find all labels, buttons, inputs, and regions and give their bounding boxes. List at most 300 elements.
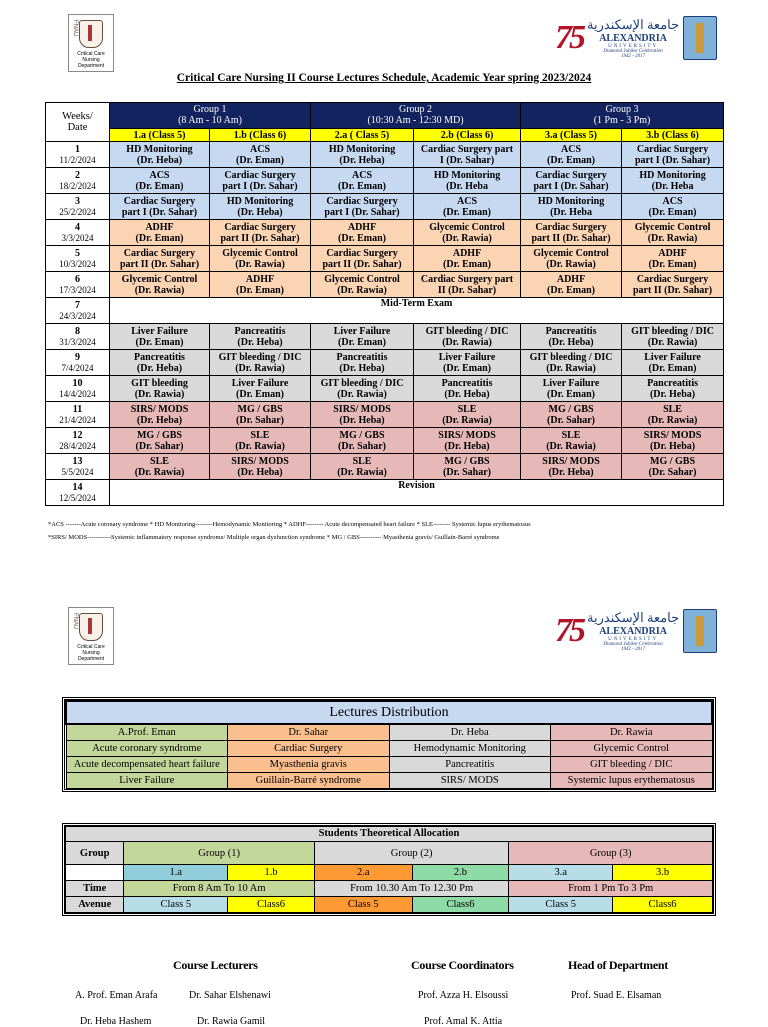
lecture-cell (521, 220, 622, 246)
week-cell (46, 246, 110, 272)
lecture-cell (521, 246, 622, 272)
class-header-2b: 2.b (Class 6) (414, 129, 521, 142)
lecture-lecturer: (Dr. Heba (550, 206, 592, 218)
lecture-lecturer: (Dr. Rawia) (337, 466, 387, 478)
lecture-cell (210, 428, 311, 454)
lecture-cell (521, 324, 622, 350)
lecture-cell (414, 350, 521, 376)
lecture-lecturer: (Dr. Rawia) (442, 232, 492, 244)
lecture-cell (414, 168, 521, 194)
lecture-topic: SIRS/ MODS (438, 429, 496, 441)
class-header-2a: 2.a ( Class 5) (311, 129, 414, 142)
week-cell (46, 350, 110, 376)
department-logo-line2: Nursing Department (77, 57, 105, 69)
lecture-topic: ADHF (658, 247, 687, 259)
lecture-cell (521, 428, 622, 454)
lecture-topic: Liver Failure (438, 351, 496, 363)
lecture-lecturer: (Dr. Rawia) (337, 388, 387, 400)
week-number: 3 (75, 195, 80, 207)
department-logo-mark-2: FNAU (72, 613, 78, 630)
lecture-lecturer: (Dr. Heba) (649, 388, 696, 400)
university-logo-2 (555, 609, 717, 653)
lecture-cell (622, 376, 724, 402)
lecture-topic: SLE (663, 403, 682, 415)
lecture-cell (110, 194, 210, 220)
lecture-lecturer: (Dr. Heba) (136, 362, 183, 374)
week-row (46, 480, 724, 506)
week-date: 25/2/2024 (59, 206, 96, 217)
lecture-cell (414, 142, 521, 168)
lecture-cell (110, 454, 210, 480)
department-emblem-icon (79, 20, 103, 48)
lecture-lecturer: (Dr. Eman) (338, 336, 386, 348)
week-row (46, 428, 724, 454)
lighthouse-seal-icon-2 (683, 609, 717, 653)
lecture-topic: Pancreatitis (336, 351, 388, 363)
lecture-lecturer: I (Dr. Sahar) (439, 154, 495, 166)
week-row (46, 350, 724, 376)
week-number: 13 (72, 455, 83, 467)
lecture-lecturer: (Dr. Heba) (444, 388, 490, 400)
schedule-body (46, 142, 724, 506)
lecture-topic: Liver Failure (542, 377, 600, 389)
lecture-cell (210, 376, 311, 402)
lecture-topic: SLE (250, 429, 270, 441)
week-row (46, 194, 724, 220)
lecture-topic: ADHF (347, 221, 377, 233)
lecture-lecturer: part II (Dr. Sahar) (531, 232, 611, 244)
university-jubilee: Diamond Jubilee Celebration (603, 49, 663, 54)
week-number: 5 (75, 247, 80, 259)
lecture-topic: Cardiac Surgery (224, 221, 296, 233)
week-date: 31/3/2024 (59, 336, 96, 347)
lecture-topic: HD Monitoring (226, 195, 294, 207)
lecture-cell (110, 220, 210, 246)
lecture-topic: Glycemic Control (634, 221, 711, 233)
lecture-cell (521, 194, 622, 220)
class-header-3a: 3.a (Class 5) (521, 129, 622, 142)
lecture-lecturer: (Dr. Heba) (339, 414, 385, 426)
lecture-topic: HD Monitoring (328, 143, 396, 155)
lecture-topic: ACS (457, 195, 478, 207)
lecture-lecturer: (Dr. Eman) (338, 232, 386, 244)
lecture-cell (622, 142, 724, 168)
subgroup-2b: 2.b (412, 865, 509, 881)
lecture-lecturer: (Dr. Eman) (648, 362, 697, 374)
lecture-cell (210, 350, 311, 376)
lecture-lecturer: part II (Dr. Sahar) (119, 258, 200, 270)
schedule-title: Critical Care Nursing II Course Lectures Schedule, Academic Year spring 2023/2024 (176, 72, 592, 84)
lecture-lecturer: part II (Dr. Sahar) (322, 258, 402, 270)
avenue-1b: Class6 (228, 897, 315, 913)
lecture-cell (110, 376, 210, 402)
lecture-cell (414, 194, 521, 220)
university-name: ALEXANDRIA (599, 33, 667, 44)
lecturer-header-rawia: Dr. Rawia (551, 724, 713, 741)
lecture-topic: ADHF (145, 221, 174, 233)
lecture-cell (622, 168, 724, 194)
lecturer-name: Dr. Heba Hashem (80, 1016, 152, 1027)
subgroup-2a: 2.a (314, 865, 412, 881)
time-label: Time (66, 881, 124, 897)
time-group-3: From 1 Pm To 3 Pm (509, 881, 713, 897)
lecture-lecturer: part II (Dr. Sahar) (633, 284, 713, 296)
lecture-cell (311, 142, 414, 168)
lecture-lecturer: (Dr. Heba (651, 180, 694, 192)
students-allocation (62, 823, 716, 916)
lecture-topic: Pancreatitis (134, 351, 185, 363)
allocation-group-3: Group (3) (509, 842, 713, 865)
department-logo-line1-2: Critical Care (77, 644, 105, 650)
lecture-cell (622, 350, 724, 376)
lecture-cell (210, 168, 311, 194)
week-number: 4 (75, 221, 80, 233)
university-years-2: 1942 - 2017 (621, 647, 646, 652)
university-logo-text (587, 17, 679, 59)
lecture-topic: Pancreatitis (234, 325, 286, 337)
lecture-cell (521, 376, 622, 402)
university-years: 1942 - 2017 (621, 54, 646, 59)
lecture-cell (521, 402, 622, 428)
avenue-1a: Class 5 (124, 897, 228, 913)
group-1-time: (8 Am - 10 Am) (178, 114, 242, 126)
lecture-cell (110, 350, 210, 376)
lecture-cell (414, 246, 521, 272)
group-2-header (311, 103, 521, 129)
lecture-topic: Cardiac Surgery (636, 273, 709, 285)
lecture-lecturer: (Dr. Heba) (136, 414, 183, 426)
department-logo-2 (68, 607, 114, 665)
week-date: 3/3/2024 (61, 232, 94, 243)
lecture-cell (414, 220, 521, 246)
department-logo-line1: Critical Care (77, 51, 105, 57)
topic-cell: Myasthenia gravis (228, 757, 390, 773)
lecture-cell (622, 402, 724, 428)
week-cell (46, 194, 110, 220)
lecture-topic: ACS (561, 143, 582, 155)
weeks-header-line2: Date (67, 122, 88, 133)
lecture-cell (414, 376, 521, 402)
department-logo-mark: FNAU (72, 20, 78, 37)
lecture-cell (311, 402, 414, 428)
lecture-cell (521, 350, 622, 376)
week-cell (46, 454, 110, 480)
anniversary-number: 75 (555, 19, 583, 56)
lecture-lecturer: (Dr. Eman) (547, 284, 596, 296)
lecture-cell (210, 194, 311, 220)
week-cell (46, 142, 110, 168)
allocation-title: Students Theoretical Allocation (66, 827, 713, 842)
lecture-topic: HD Monitoring (537, 195, 605, 207)
lecture-topic: Cardiac Surgery (636, 143, 709, 155)
avenue-3a: Class 5 (509, 897, 613, 913)
week-row (46, 454, 724, 480)
week-cell (46, 402, 110, 428)
lecture-cell (521, 168, 622, 194)
avenue-label: Avenue (66, 897, 124, 913)
week-date: 21/4/2024 (59, 414, 96, 425)
lecture-topic: Glycemic Control (121, 273, 198, 285)
university-name-2: ALEXANDRIA (599, 626, 667, 637)
lecture-cell (521, 142, 622, 168)
lecture-lecturer: (Dr. Heba) (548, 466, 594, 478)
week-date: 5/5/2024 (61, 466, 94, 477)
lecture-topic: Glycemic Control (429, 221, 505, 233)
group-2-name: Group 2 (398, 104, 433, 115)
lecture-lecturer: part I (Dr. Sahar) (121, 206, 198, 218)
lecture-lecturer: II (Dr. Sahar) (437, 284, 497, 296)
lecture-lecturer: (Dr. Heba) (339, 154, 385, 166)
topic-cell: Glycemic Control (551, 741, 713, 757)
lectures-distribution (62, 697, 716, 792)
lecturer-header-sahar: Dr. Sahar (228, 724, 390, 741)
lecture-lecturer: (Dr. Rawia) (546, 440, 596, 452)
week-number: 8 (75, 325, 80, 337)
lecture-lecturer: part I (Dr. Sahar) (634, 154, 711, 166)
lecture-lecturer: (Dr. Rawia) (546, 362, 596, 374)
department-logo (68, 14, 114, 72)
span-cell: Mid-Term Exam (110, 298, 724, 324)
week-cell (46, 480, 110, 506)
topic-cell: Liver Failure (66, 773, 228, 789)
lecture-topic: ADHF (556, 273, 586, 285)
week-row (46, 402, 724, 428)
lecture-topic: Cardiac Surgery (535, 169, 607, 181)
lecture-topic: SLE (561, 429, 581, 441)
lecturer-name: Dr. Rawia Gamil (197, 1016, 266, 1027)
lecture-lecturer: (Dr. Eman) (648, 206, 697, 218)
lighthouse-seal-icon (683, 16, 717, 60)
lecture-lecturer: (Dr. Heba) (237, 206, 283, 218)
lecture-lecturer: (Dr. Eman) (236, 284, 284, 296)
department-emblem-icon-2 (79, 613, 103, 641)
lecture-lecturer: part I (Dr. Sahar) (324, 206, 400, 218)
lecture-cell (110, 428, 210, 454)
span-cell: Revision (110, 480, 724, 506)
lecture-lecturer: (Dr. Heba) (237, 336, 283, 348)
lecture-topic: ADHF (245, 273, 275, 285)
group-1-name: Group 1 (193, 104, 227, 115)
lecture-cell (622, 246, 724, 272)
coordinator-name: Prof. Amal K. Attia (424, 1016, 503, 1027)
lecture-cell (110, 402, 210, 428)
lecture-lecturer: (Dr. Rawia) (134, 284, 185, 296)
topic-cell: Systemic lupus erythematosus (551, 773, 713, 789)
topic-cell: SIRS/ MODS (389, 773, 551, 789)
lecture-lecturer: (Dr. Rawia) (235, 258, 285, 270)
university-logo (555, 16, 717, 60)
week-cell (46, 220, 110, 246)
lecture-cell (210, 220, 311, 246)
lecture-lecturer: (Dr. Eman) (135, 180, 184, 192)
lecture-cell (110, 246, 210, 272)
lecture-topic: GIT bleeding / DIC (320, 377, 404, 389)
lecture-topic: ACS (352, 169, 373, 181)
class-header-3b: 3.b (Class 6) (622, 129, 724, 142)
lecture-lecturer: (Dr. Heba) (339, 362, 385, 374)
weeks-header-line1: Weeks/ (62, 111, 93, 122)
lecture-topic: SIRS/ MODS (333, 403, 391, 415)
subgroup-3a: 3.a (509, 865, 613, 881)
lecture-lecturer: (Dr. Rawia) (337, 284, 387, 296)
lecture-topic: MG / GBS (339, 429, 385, 441)
lecture-topic: Glycemic Control (222, 247, 298, 259)
week-date: 18/2/2024 (59, 180, 96, 191)
week-cell (46, 376, 110, 402)
lecture-topic: Cardiac Surgery (535, 221, 607, 233)
lecture-topic: MG / GBS (444, 455, 490, 467)
lecture-lecturer: part II (Dr. Sahar) (220, 232, 300, 244)
lecture-lecturer: (Dr. Eman) (443, 206, 491, 218)
group-label: Group (66, 842, 124, 865)
time-group-2: From 10.30 Am To 12.30 Pm (314, 881, 508, 897)
lecture-topic: GIT bleeding / DIC (218, 351, 302, 363)
week-row (46, 142, 724, 168)
lecturer-header-eman: A.Prof. Eman (66, 724, 228, 741)
week-date: 24/3/2024 (59, 310, 96, 321)
course-lecturers-title: Course Lecturers (173, 958, 258, 972)
lecture-cell (622, 220, 724, 246)
week-date: 12/5/2024 (59, 492, 96, 503)
week-number: 12 (72, 429, 83, 441)
lecture-cell (414, 428, 521, 454)
lecture-lecturer: (Dr. Eman) (648, 258, 697, 270)
lecture-lecturer: (Dr. Rawia) (647, 232, 698, 244)
department-logo-line2-2: Nursing Department (77, 650, 105, 662)
lecture-lecturer: (Dr. Eman) (236, 388, 284, 400)
university-arabic-name-2: جامعة الإسكندرية (587, 610, 680, 625)
lecture-cell (311, 220, 414, 246)
university-arabic-name: جامعة الإسكندرية (587, 17, 680, 32)
head-of-department-title: Head of Department (568, 958, 668, 972)
week-row (46, 220, 724, 246)
lecture-topic: Cardiac Surgery part (420, 143, 514, 155)
lecture-cell (210, 246, 311, 272)
week-number: 1 (75, 143, 80, 155)
university-jubilee-2: Diamond Jubilee Celebration (603, 642, 663, 647)
lecture-cell (110, 272, 210, 298)
lecture-topic: Cardiac Surgery (326, 195, 398, 207)
week-date: 17/3/2024 (59, 284, 96, 295)
week-number: 9 (75, 351, 80, 363)
lecture-topic: MG / GBS (237, 403, 283, 415)
lecture-topic: ADHF (452, 247, 482, 259)
topic-cell: Hemodynamic Monitoring (389, 741, 551, 757)
lecture-lecturer: (Dr. Heba) (237, 466, 283, 478)
week-row (46, 324, 724, 350)
lecture-topic: Liver Failure (644, 351, 701, 363)
lecture-topic: Cardiac Surgery (123, 247, 196, 259)
lecture-lecturer: (Dr. Eman) (236, 154, 284, 166)
avenue-2b: Class6 (412, 897, 509, 913)
head-name: Prof. Suad E. Elsaman (571, 990, 662, 1001)
lecture-topic: MG / GBS (650, 455, 696, 467)
topic-cell: GIT bleeding / DIC (551, 757, 713, 773)
week-row (46, 168, 724, 194)
subgroup-1a: 1.a (124, 865, 228, 881)
lecture-lecturer: (Dr. Eman) (135, 232, 184, 244)
lecture-cell (311, 428, 414, 454)
lecture-lecturer: (Dr. Heba (446, 180, 488, 192)
topic-cell: Pancreatitis (389, 757, 551, 773)
lecture-topic: SLE (457, 403, 477, 415)
lecture-topic: ACS (250, 143, 271, 155)
subgroup-3b: 3.b (613, 865, 713, 881)
lecture-cell (110, 168, 210, 194)
week-number: 7 (75, 299, 80, 311)
lecture-lecturer: (Dr. Eman) (135, 336, 184, 348)
topic-cell: Acute decompensated heart failure (66, 757, 228, 773)
lecture-cell (414, 454, 521, 480)
week-row (46, 246, 724, 272)
lecture-cell (110, 324, 210, 350)
week-number: 11 (72, 403, 83, 415)
lecture-cell (311, 272, 414, 298)
week-date: 7/4/2024 (61, 362, 94, 373)
lecture-topic: Cardiac Surgery (123, 195, 196, 207)
lecture-topic: Liver Failure (231, 377, 289, 389)
lecture-cell (311, 324, 414, 350)
lecture-lecturer: (Dr. Rawia) (442, 414, 492, 426)
lecture-cell (311, 194, 414, 220)
lecture-lecturer: (Dr. Eman) (547, 388, 596, 400)
lecture-topic: Cardiac Surgery (326, 247, 398, 259)
week-row (46, 298, 724, 324)
lecture-topic: SIRS/ MODS (130, 403, 189, 415)
lecture-cell (110, 142, 210, 168)
lecture-lecturer: (Dr. Rawia) (134, 466, 185, 478)
lecturer-name: Dr. Sahar Elshenawi (189, 990, 271, 1001)
week-date: 28/4/2024 (59, 440, 96, 451)
lecture-lecturer: (Dr. Sahar) (236, 414, 284, 426)
lecture-topic: ACS (149, 169, 170, 181)
lecture-lecturer: (Dr. Sahar) (338, 440, 386, 452)
group-3-time: (1 Pm - 3 Pm) (593, 114, 651, 126)
lecture-lecturer: (Dr. Rawia) (647, 336, 698, 348)
lecture-topic: GIT bleeding (131, 377, 188, 389)
lecture-cell (311, 168, 414, 194)
lecture-cell (622, 428, 724, 454)
lecture-lecturer: (Dr. Eman) (443, 258, 491, 270)
lecture-topic: Pancreatitis (441, 377, 493, 389)
lecture-lecturer: (Dr. Heba) (136, 154, 183, 166)
week-date: 14/4/2024 (59, 388, 96, 399)
lecture-lecturer: (Dr. Rawia) (235, 440, 285, 452)
lecture-cell (311, 246, 414, 272)
lecture-lecturer: (Dr. Heba) (649, 440, 696, 452)
lecture-topic: GIT bleeding / DIC (529, 351, 613, 363)
group-2-time: (10:30 Am - 12:30 MD) (367, 114, 464, 126)
lecture-cell (210, 324, 311, 350)
university-subtitle-2: UNIVERSITY (608, 637, 659, 642)
lecture-topic: Liver Failure (131, 325, 188, 337)
lecture-lecturer: (Dr. Eman) (338, 180, 386, 192)
lecture-cell (521, 454, 622, 480)
lecture-lecturer: (Dr. Sahar) (443, 466, 491, 478)
allocation-group-1: Group (1) (124, 842, 314, 865)
time-group-1: From 8 Am To 10 Am (124, 881, 314, 897)
lecture-lecturer: (Dr. Eman) (547, 154, 596, 166)
subgroup-1b: 1.b (228, 865, 315, 881)
lecture-topic: Pancreatitis (545, 325, 597, 337)
lecturer-name: A. Prof. Eman Arafa (75, 990, 158, 1001)
lecture-topic: SIRS/ MODS (542, 455, 600, 467)
weeks-date-header (46, 103, 110, 142)
class-header-1a: 1.a (Class 5) (110, 129, 210, 142)
week-number: 2 (75, 169, 80, 181)
week-date: 11/2/2024 (59, 154, 96, 165)
lecture-cell (414, 272, 521, 298)
